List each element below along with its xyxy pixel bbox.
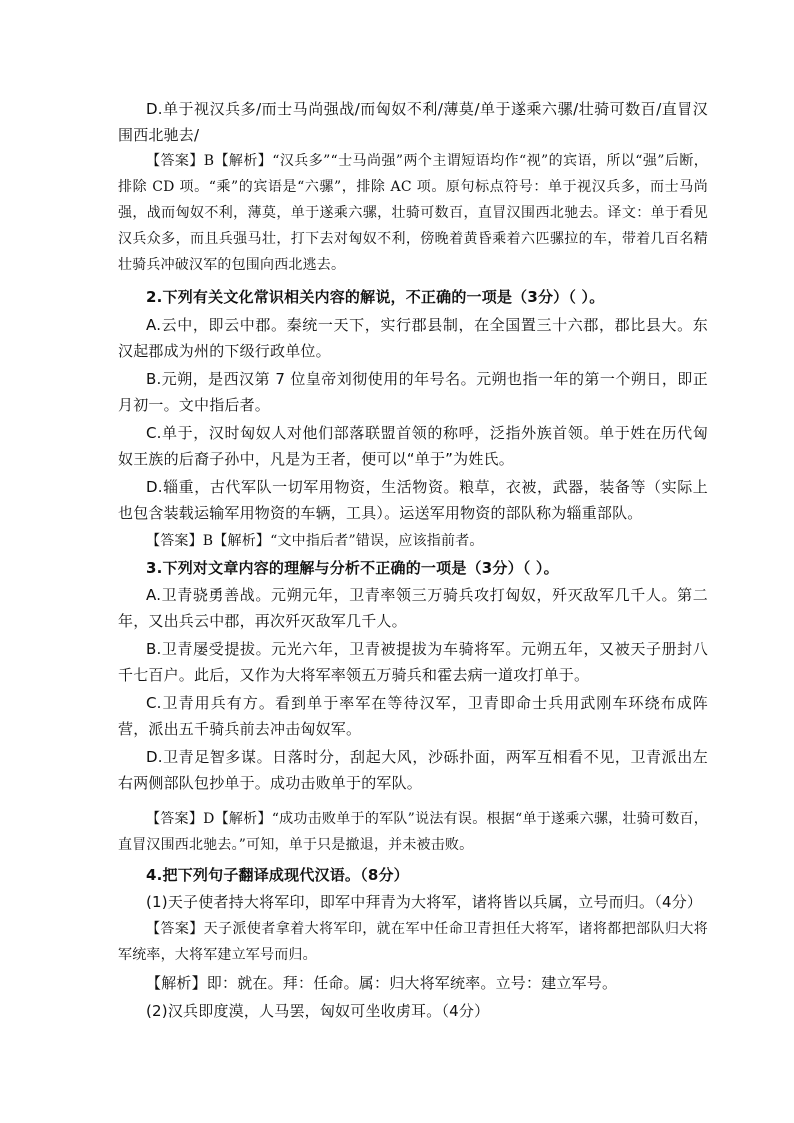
q4-analysis-1: 【解析】即：就在。拜：任命。属：归大将军统率。立号：建立军号。 [146, 974, 618, 992]
q3-option-a: A.卫青骁勇善战。元朔元年，卫青率领三万骑兵攻打匈奴，歼灭敌军几千人。第二年，又出兵云中郡，再次歼灭敌军几千人。 [118, 586, 708, 630]
q1-answer: 【答案】B【解析】“汉兵多”“士马尚强”两个主谓短语均作“视”的宾语，所以“强”后断，排除 CD 项。“乘”的宾语是“六骡”，排除 AC 项。原句标点符号：单于视汉兵多，而士马尚强，战而匈奴不利，薄莫，单于遂乘六骡，壮骑可数百，直冒汉围西北驰去。译文：单于看见汉兵众多，而且兵强马壮，打下去对匈奴不利，傍晚着黄昏乘着六匹骡拉的车，带着几百名精壮骑兵冲破汉军的包围向西北逃去。 [118, 153, 708, 273]
q4-sentence-2: (2)汉兵即度漠，人马罢，匈奴可坐收虏耳。（4分） [146, 1002, 490, 1020]
q2-option-a: A.云中，即云中郡。秦统一天下，实行郡县制，在全国置三十六郡，郡比县大。东汉起郡成为州的下级行政单位。 [118, 316, 708, 360]
q2-option-c: C.单于，汉时匈奴人对他们部落联盟首领的称呼，泛指外族首领。单于姓在历代匈奴王族的后裔子孙中，凡是为王者，便可以“单于”为姓氏。 [118, 424, 708, 468]
q3-title: 3.下列对文章内容的理解与分析不正确的一项是（3分）（ ）。 [146, 559, 559, 577]
q3-option-d: D.卫青足智多谋。日落时分，刮起大风，沙砾扑面，两军互相看不见，卫青派出左右两侧部队包抄单于。成功击败单于的军队。 [118, 748, 708, 792]
q4-title: 4.把下列句子翻译成现代汉语。（8分） [146, 866, 409, 884]
q1-option-d: D.单于视汉兵多/而士马尚强战/而匈奴不利/薄莫/单于遂乘六骡/壮骑可数百/直冒汉围西北驰去/ [118, 100, 708, 144]
q2-answer: 【答案】B【解析】“文中指后者”错误，应该指前者。 [146, 533, 484, 549]
q4-answer-1: 【答案】天子派使者拿着大将军印，就在军中任命卫青担任大将军，诸将都把部队归大将军统率，大将军建立军号而归。 [118, 921, 708, 963]
q3-option-b: B.卫青屡受提拔。元光六年，卫青被提拔为车骑将军。元朔五年，又被天子册封八千七百户。此后，又作为大将军率领五万骑兵和霍去病一道攻打单于。 [118, 640, 708, 684]
q2-option-d: D.辎重，古代军队一切军用物资，生活物资。粮草，衣被，武器，装备等（实际上也包含装载运输军用物资的车辆，工具）。运送军用物资的部队称为辎重部队。 [118, 478, 708, 522]
q3-answer: 【答案】D【解析】“成功击败单于的军队”说法有误。根据“单于遂乘六骡，壮骑可数百，直冒汉围西北驰去。”可知，单于只是撤退，并未被击败。 [118, 811, 708, 853]
q2-title: 2.下列有关文化常识相关内容的解说，不正确的一项是（3分）（ ）。 [146, 288, 605, 306]
q4-sentence-1: (1)天子使者持大将军印，即军中拜青为大将军，诸将皆以兵属，立号而归。（4分） [146, 893, 703, 911]
q2-option-b: B.元朔，是西汉第 7 位皇帝刘彻使用的年号名。元朔也指一年的第一个朔日，即正月初一。文中指后者。 [118, 370, 708, 414]
q3-option-c: C.卫青用兵有方。看到单于率军在等待汉军，卫青即命士兵用武刚车环绕布成阵营，派出五千骑兵前去冲击匈奴军。 [118, 694, 708, 738]
